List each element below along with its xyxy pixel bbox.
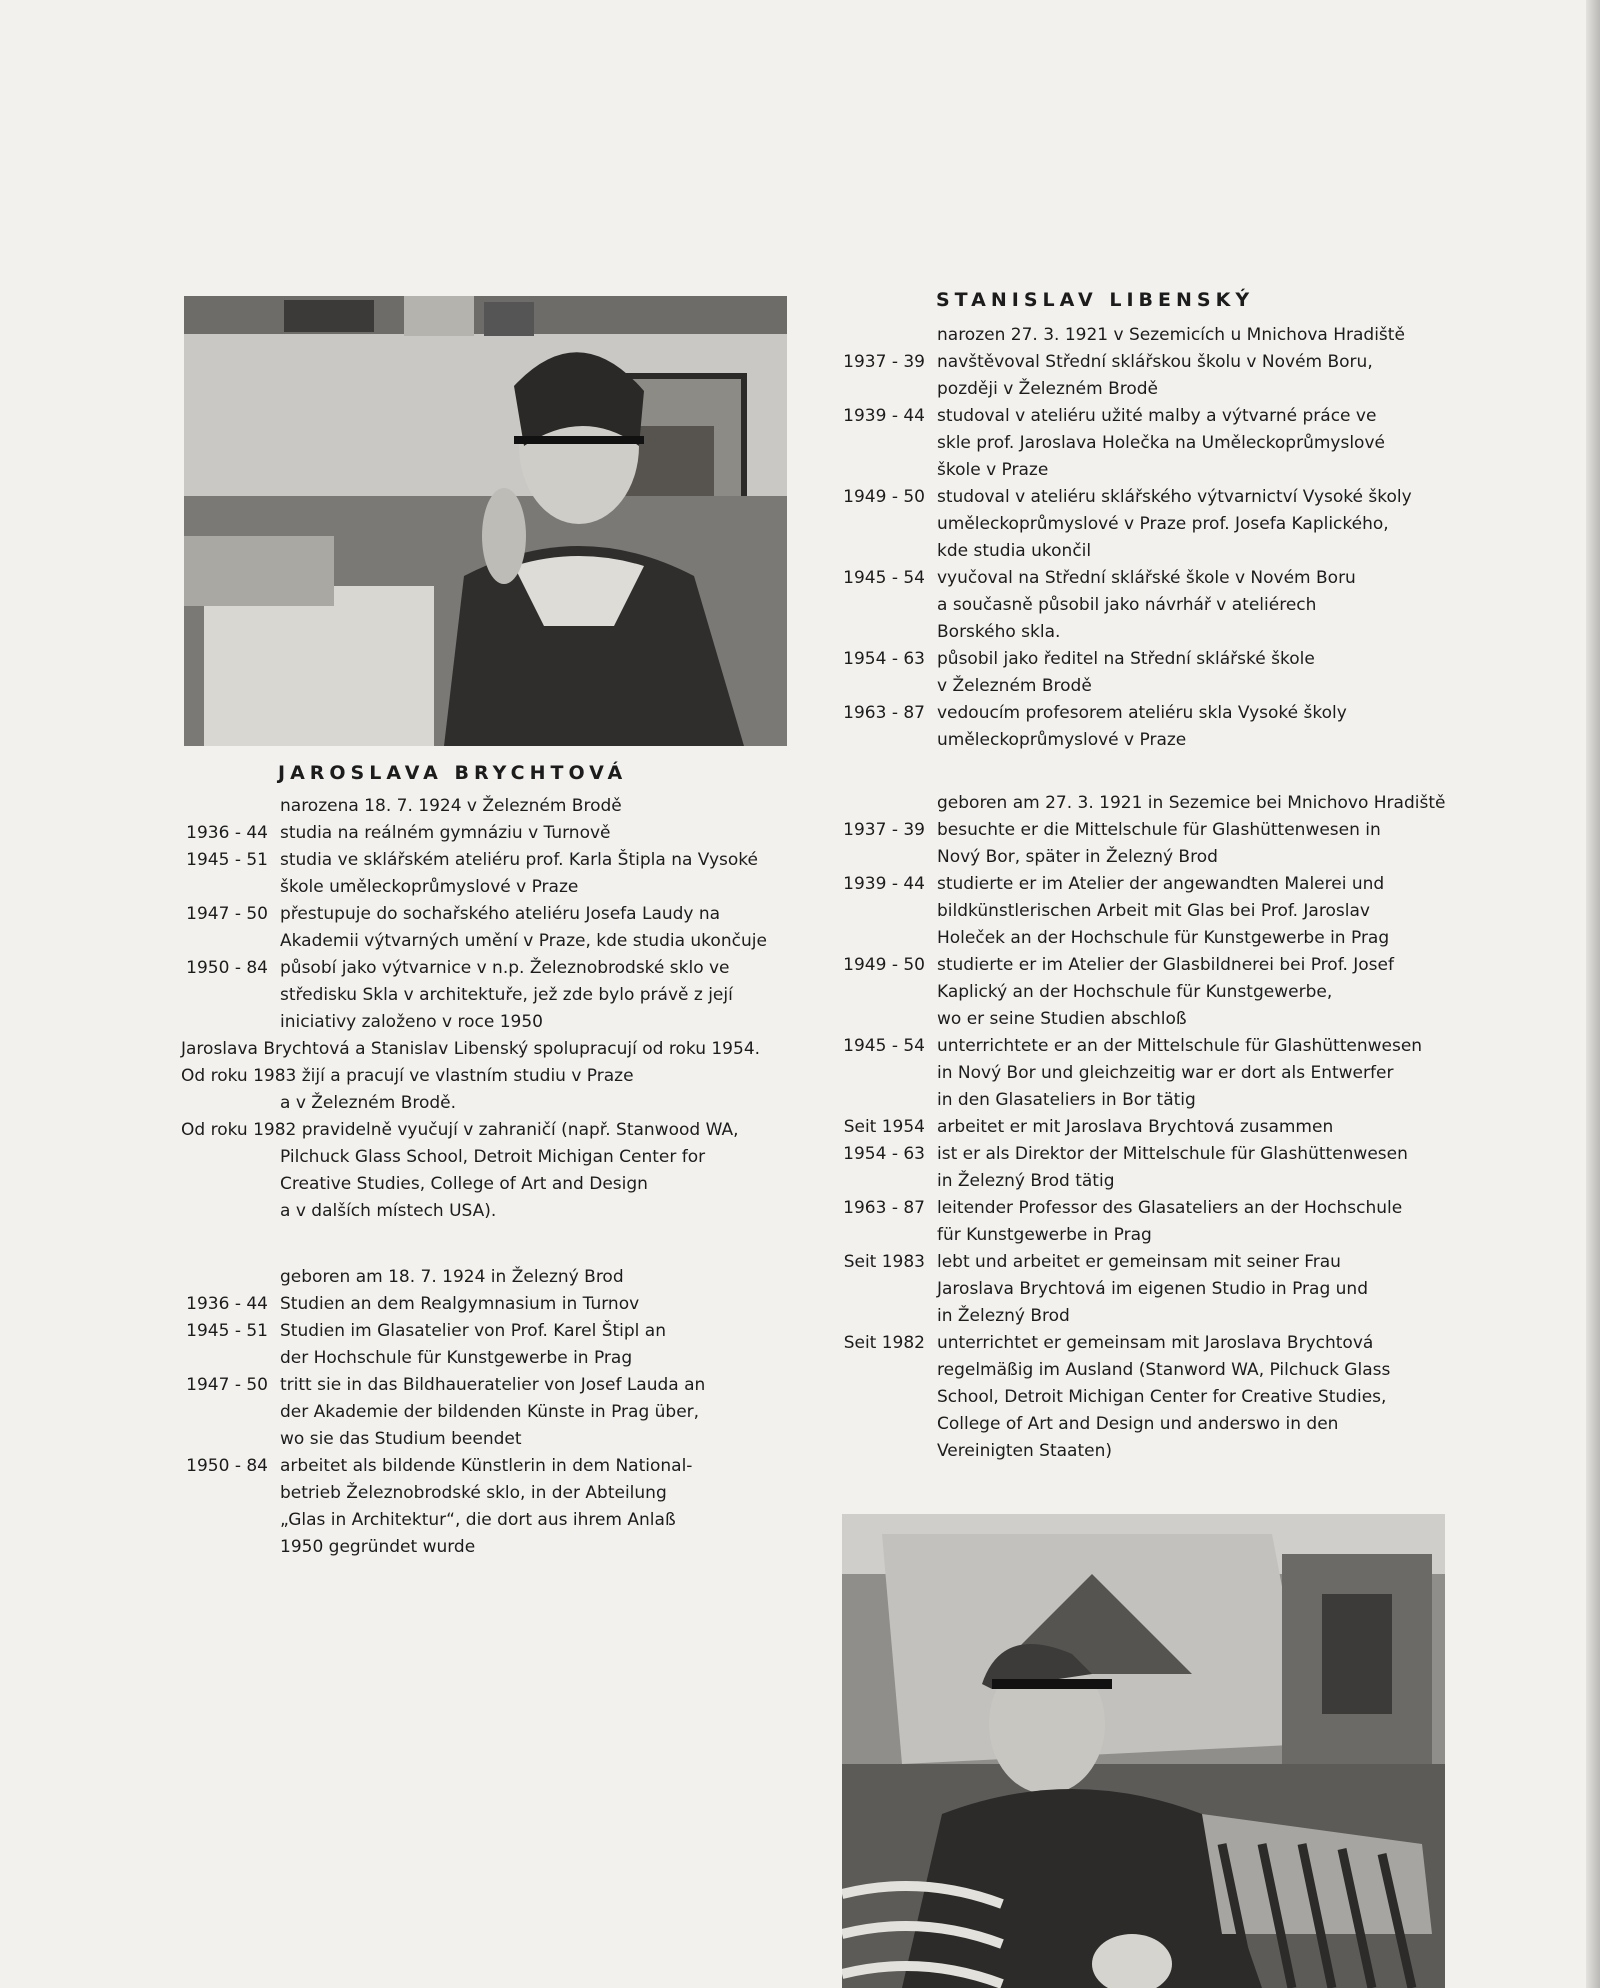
paragraph-line: Pilchuck Glass School, Detroit Michigan Center for <box>280 1147 706 1167</box>
timeline-row <box>837 646 1462 700</box>
timeline-row <box>181 1291 801 1318</box>
timeline-row <box>837 871 1462 952</box>
paragraph-line: a v dalších místech USA). <box>280 1201 497 1221</box>
bio-libensky-czech <box>837 322 1462 754</box>
paragraph-line: Od roku 1983 žijí a pracují ve vlastním studiu v Praze <box>181 1066 634 1086</box>
timeline-text <box>937 565 1462 646</box>
timeline-year: 1954 - 63 <box>843 1144 925 1164</box>
bio-brychtova-german <box>181 1264 801 1561</box>
timeline-text <box>280 1291 801 1318</box>
portrait-photo-libensky <box>842 1514 1445 1988</box>
timeline-text-line: Vereinigten Staaten) <box>937 1441 1112 1461</box>
timeline-text <box>937 871 1462 952</box>
timeline-list <box>837 817 1462 1465</box>
timeline-list <box>181 820 801 1036</box>
timeline-text-line: besuchte er die Mittelschule für Glashüttenwesen in <box>937 820 1381 840</box>
timeline-text-line: iniciativy založeno v roce 1950 <box>280 1012 544 1032</box>
timeline-text <box>937 349 1462 403</box>
timeline-text-line: studoval v ateliéru užité malby a výtvarné práce ve <box>937 406 1377 426</box>
portrait-photo-brychtova <box>184 296 787 746</box>
timeline-text-line: tritt sie in das Bildhaueratelier von Josef Lauda an <box>280 1375 706 1395</box>
timeline-text-line: později v Železném Brodě <box>937 379 1159 399</box>
timeline-year: 1950 - 84 <box>186 958 268 978</box>
timeline-row <box>837 817 1462 871</box>
timeline-text-line: uměleckoprůmyslové v Praze <box>937 730 1187 750</box>
timeline-text-line: College of Art and Design und anderswo in den <box>937 1414 1339 1434</box>
timeline-text-line: lebt und arbeitet er gemeinsam mit seiner Frau <box>937 1252 1341 1272</box>
timeline-text-line: wo er seine Studien abschloß <box>937 1009 1187 1029</box>
timeline-row <box>837 1249 1462 1330</box>
timeline-text-line: arbeitet als bildende Künstlerin in dem National- <box>280 1456 693 1476</box>
timeline-text <box>937 817 1462 871</box>
timeline-text <box>280 820 801 847</box>
timeline-text-line: in Železný Brod tätig <box>937 1171 1115 1191</box>
timeline-text-line: působí jako výtvarnice v n.p. Železnobrodské sklo ve <box>280 958 730 978</box>
timeline-row <box>181 1453 801 1561</box>
birth-line: narozen 27. 3. 1921 v Sezemicích u Mnichova Hradiště <box>937 325 1405 345</box>
timeline-year: 1954 - 63 <box>843 649 925 669</box>
paragraph-line: Creative Studies, College of Art and Design <box>280 1174 648 1194</box>
timeline-text-line: středisku Skla v architektuře, jež zde bylo právě z její <box>280 985 733 1005</box>
timeline-text <box>937 646 1462 700</box>
birth-line: narozena 18. 7. 1924 v Železném Brodě <box>280 796 622 816</box>
timeline-text <box>280 955 801 1036</box>
paragraph-line: a v Železném Brodě. <box>280 1093 457 1113</box>
timeline-text-line: unterrichtet er gemeinsam mit Jaroslava Brychtová <box>937 1333 1374 1353</box>
timeline-text-line: regelmäßig im Ausland (Stanword WA, Pilchuck Glass <box>937 1360 1391 1380</box>
timeline-year: 1945 - 51 <box>186 1321 268 1341</box>
timeline-row <box>837 1195 1462 1249</box>
timeline-text-line: wo sie das Studium beendet <box>280 1429 522 1449</box>
timeline-text-line: Studien an dem Realgymnasium in Turnov <box>280 1294 640 1314</box>
timeline-row <box>837 349 1462 403</box>
timeline-year: 1945 - 51 <box>186 850 268 870</box>
timeline-text-line: Jaroslava Brychtová im eigenen Studio in Prag und <box>937 1279 1368 1299</box>
timeline-text-line: Kaplický an der Hochschule für Kunstgewerbe, <box>937 982 1333 1002</box>
timeline-text <box>280 901 801 955</box>
timeline-text <box>937 1033 1462 1114</box>
timeline-text-line: arbeitet er mit Jaroslava Brychtová zusammen <box>937 1117 1334 1137</box>
birth-line: geboren am 18. 7. 1924 in Železný Brod <box>280 1267 624 1287</box>
timeline-text-line: 1950 gegründet wurde <box>280 1537 476 1557</box>
timeline-text-line: Studien im Glasatelier von Prof. Karel Štipl an <box>280 1321 667 1341</box>
timeline-text-line: Akademii výtvarných umění v Praze, kde studia ukončuje <box>280 931 767 951</box>
timeline-text <box>280 1318 801 1372</box>
timeline-text <box>937 1114 1462 1141</box>
timeline-text-line: der Hochschule für Kunstgewerbe in Prag <box>280 1348 633 1368</box>
timeline-text <box>937 403 1462 484</box>
timeline-text-line: vyučoval na Střední sklářské škole v Novém Boru <box>937 568 1356 588</box>
timeline-year: Seit 1983 <box>843 1252 925 1272</box>
timeline-text <box>937 700 1462 754</box>
timeline-text <box>937 1330 1462 1465</box>
timeline-text-line: působil jako ředitel na Střední sklářské škole <box>937 649 1315 669</box>
timeline-row <box>837 1330 1462 1465</box>
timeline-text-line: Holeček an der Hochschule für Kunstgewerbe in Prag <box>937 928 1390 948</box>
timeline-year: 1936 - 44 <box>186 1294 268 1314</box>
timeline-row <box>837 700 1462 754</box>
timeline-text-line: Nový Bor, später in Železný Brod <box>937 847 1218 867</box>
bio-brychtova-czech <box>181 793 801 1225</box>
timeline-row <box>837 1033 1462 1114</box>
timeline-text-line: studia ve sklářském ateliéru prof. Karla Štipla na Vysoké <box>280 850 758 870</box>
timeline-row <box>181 901 801 955</box>
timeline-text-line: studierte er im Atelier der angewandten Malerei und <box>937 874 1385 894</box>
timeline-text-line: studoval v ateliéru sklářského výtvarnictví Vysoké školy <box>937 487 1412 507</box>
timeline-year: 1950 - 84 <box>186 1456 268 1476</box>
timeline-text-line: „Glas in Architektur“, die dort aus ihrem Anlaß <box>280 1510 676 1530</box>
timeline-text-line: unterrichtete er an der Mittelschule für Glashüttenwesen <box>937 1036 1423 1056</box>
timeline-text <box>937 484 1462 565</box>
timeline-row <box>837 403 1462 484</box>
timeline-text-line: navštěvoval Střední sklářskou školu v Novém Boru, <box>937 352 1373 372</box>
timeline-text-line: škole v Praze <box>937 460 1049 480</box>
timeline-year: 1947 - 50 <box>186 1375 268 1395</box>
timeline-text <box>937 1249 1462 1330</box>
studio-paragraph <box>181 1063 801 1117</box>
paragraph-line: Od roku 1982 pravidelně vyučují v zahraničí (např. Stanwood WA, <box>181 1120 739 1140</box>
timeline-row <box>837 952 1462 1033</box>
timeline-text-line: in den Glasateliers in Bor tätig <box>937 1090 1196 1110</box>
timeline-text <box>280 847 801 901</box>
timeline-text-line: studia na reálném gymnáziu v Turnově <box>280 823 611 843</box>
timeline-text-line: Borského skla. <box>937 622 1061 642</box>
timeline-row <box>181 847 801 901</box>
timeline-text-line: der Akademie der bildenden Künste in Prag über, <box>280 1402 700 1422</box>
timeline-text-line: bildkünstlerischen Arbeit mit Glas bei Prof. Jaroslav <box>937 901 1370 921</box>
timeline-year: 1945 - 54 <box>843 1036 925 1056</box>
timeline-text-line: leitender Professor des Glasateliers an der Hochschule <box>937 1198 1403 1218</box>
timeline-text <box>937 1195 1462 1249</box>
timeline-text-line: uměleckoprůmyslové v Praze prof. Josefa Kaplického, <box>937 514 1389 534</box>
timeline-year: 1939 - 44 <box>843 406 925 426</box>
timeline-text-line: a současně působil jako návrhář v ateliérech <box>937 595 1317 615</box>
timeline-text-line: studierte er im Atelier der Glasbildnerei bei Prof. Josef <box>937 955 1394 975</box>
timeline-text <box>937 952 1462 1033</box>
timeline-text-line: ist er als Direktor der Mittelschule für Glashüttenwesen <box>937 1144 1408 1164</box>
timeline-row <box>181 955 801 1036</box>
timeline-row <box>837 484 1462 565</box>
timeline-year: Seit 1954 <box>843 1117 925 1137</box>
timeline-text-line: betrieb Železnobrodské sklo, in der Abteilung <box>280 1483 667 1503</box>
teaching-paragraph <box>181 1117 801 1225</box>
timeline-year: 1947 - 50 <box>186 904 268 924</box>
timeline-year: 1937 - 39 <box>843 820 925 840</box>
timeline-text-line: School, Detroit Michigan Center for Creative Studies, <box>937 1387 1387 1407</box>
timeline-row <box>837 1114 1462 1141</box>
timeline-text <box>280 1453 801 1561</box>
timeline-list <box>181 1291 801 1561</box>
timeline-year: 1939 - 44 <box>843 874 925 894</box>
timeline-year: 1937 - 39 <box>843 352 925 372</box>
timeline-year: 1949 - 50 <box>843 487 925 507</box>
timeline-text-line: vedoucím profesorem ateliéru skla Vysoké školy <box>937 703 1347 723</box>
timeline-text-line: in Železný Brod <box>937 1306 1070 1326</box>
timeline-row <box>837 1141 1462 1195</box>
timeline-text-line: kde studia ukončil <box>937 541 1092 561</box>
timeline-year: 1936 - 44 <box>186 823 268 843</box>
heading-brychtova: JAROSLAVA BRYCHTOVÁ <box>278 762 628 784</box>
heading-libensky: STANISLAV LIBENSKÝ <box>936 289 1255 311</box>
timeline-list <box>837 349 1462 754</box>
timeline-text-line: in Nový Bor und gleichzeitig war er dort als Entwerfer <box>937 1063 1394 1083</box>
timeline-row <box>837 565 1462 646</box>
timeline-text-line: skle prof. Jaroslava Holečka na Uměleckoprůmyslové <box>937 433 1385 453</box>
timeline-text-line: für Kunstgewerbe in Prag <box>937 1225 1152 1245</box>
page-edge-shadow <box>1586 0 1600 1988</box>
collaboration-paragraph: Jaroslava Brychtová a Stanislav Libenský spolupracují od roku 1954. <box>181 1039 761 1059</box>
timeline-text <box>280 1372 801 1453</box>
timeline-year: 1949 - 50 <box>843 955 925 975</box>
timeline-year: 1963 - 87 <box>843 1198 925 1218</box>
birth-line: geboren am 27. 3. 1921 in Sezemice bei Mnichovo Hradiště <box>937 793 1446 813</box>
timeline-row <box>181 1318 801 1372</box>
timeline-row <box>181 820 801 847</box>
timeline-row <box>181 1372 801 1453</box>
timeline-year: Seit 1982 <box>843 1333 925 1353</box>
timeline-text-line: přestupuje do sochařského ateliéru Josefa Laudy na <box>280 904 721 924</box>
timeline-year: 1963 - 87 <box>843 703 925 723</box>
timeline-text-line: v Železném Brodě <box>937 676 1092 696</box>
timeline-year: 1945 - 54 <box>843 568 925 588</box>
timeline-text <box>937 1141 1462 1195</box>
timeline-text-line: škole uměleckoprůmyslové v Praze <box>280 877 579 897</box>
bio-libensky-german <box>837 790 1462 1465</box>
